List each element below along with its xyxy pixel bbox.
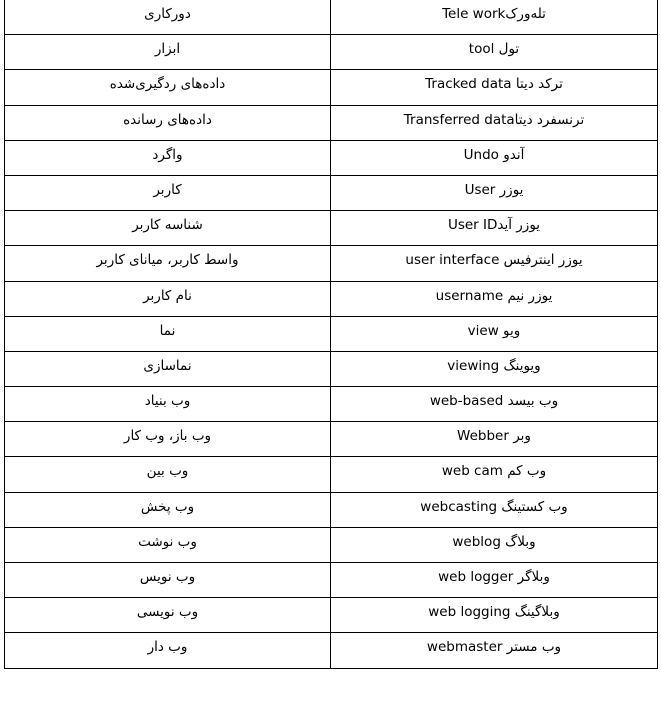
term-text: وب بیسد web-based [429,393,559,410]
term-cell [331,246,658,281]
table-row [5,140,658,175]
table-row [5,563,658,598]
table-row [5,0,658,35]
persian-equivalent-text: وب بنیاد [144,393,191,410]
persian-equivalent-text: وب باز، وب کار [123,428,212,445]
term-cell [331,35,658,70]
persian-equivalent-cell [5,35,331,70]
persian-equivalent-cell [5,316,331,351]
table-row [5,211,658,246]
term-text: وب کم web cam [441,463,547,480]
term-cell [331,527,658,562]
persian-equivalent-text: واگرد [152,146,183,163]
persian-equivalent-text: نماسازی [143,357,192,374]
persian-equivalent-text: وب نویس [139,569,196,585]
term-text: تله‌ورکTele work [442,6,546,22]
persian-equivalent-cell [5,140,331,175]
term-text: تول tool [468,41,520,58]
persian-equivalent-text: کاربر [153,181,182,198]
table-row [5,316,658,351]
term-text: ترکد دیتا Tracked data [425,76,563,93]
term-cell [331,316,658,351]
persian-equivalent-text: وب پخش [140,498,195,515]
term-cell [331,351,658,386]
term-cell [331,0,658,35]
term-cell [331,140,658,175]
persian-equivalent-cell [5,0,331,35]
persian-equivalent-cell [5,281,331,316]
term-text: ویو view [467,322,521,339]
term-cell [331,175,658,210]
glossary-body [5,0,658,668]
term-cell [331,492,658,527]
table-row [5,246,658,281]
persian-equivalent-cell [5,457,331,492]
term-text: وب مستر webmaster [426,639,562,656]
persian-equivalent-cell [5,211,331,246]
persian-equivalent-cell [5,633,331,668]
term-text: یوزر نیم username [435,287,553,304]
term-text: وبلاگر web logger [438,569,550,585]
persian-equivalent-cell [5,563,331,598]
persian-equivalent-text: داده‌های رسانده [123,111,212,128]
persian-equivalent-text: واسط کاربر، میانای کاربر [96,252,239,269]
table-row [5,281,658,316]
term-text: آندو Undo [463,146,525,163]
term-text: ویوینگ viewing [447,357,541,374]
table-row [5,598,658,633]
term-text: یوزر User [464,181,524,198]
table-row [5,175,658,210]
persian-equivalent-cell [5,105,331,140]
persian-equivalent-cell [5,598,331,633]
term-cell [331,70,658,105]
term-text: وبر Webber [457,428,531,445]
term-cell [331,422,658,457]
persian-equivalent-cell [5,351,331,386]
term-text: یوزر آیدUser ID [447,217,541,234]
term-text: وب کستینگ webcasting [420,498,568,515]
persian-equivalent-text: وب دار [147,639,188,656]
persian-equivalent-text: وب نویسی [136,604,199,621]
persian-equivalent-cell [5,175,331,210]
persian-equivalent-cell [5,70,331,105]
table-row [5,527,658,562]
term-cell [331,457,658,492]
term-cell [331,105,658,140]
table-row [5,633,658,668]
table-row [5,351,658,386]
table-row [5,70,658,105]
term-cell [331,211,658,246]
table-row [5,492,658,527]
term-cell [331,563,658,598]
term-cell [331,633,658,668]
persian-equivalent-cell [5,492,331,527]
persian-equivalent-cell [5,246,331,281]
persian-equivalent-cell [5,387,331,422]
persian-equivalent-cell [5,527,331,562]
persian-equivalent-text: وب بین [146,463,189,480]
persian-equivalent-cell [5,422,331,457]
table-row [5,457,658,492]
table-row [5,387,658,422]
term-cell [331,387,658,422]
table-row [5,105,658,140]
glossary-table [4,0,658,669]
term-text: وبلاگ weblog [452,533,536,550]
table-row [5,422,658,457]
persian-equivalent-text: نما [159,322,176,339]
term-cell [331,281,658,316]
table-row [5,35,658,70]
term-text: ترنسفرد دیتاTransferred data [403,111,585,128]
persian-equivalent-text: ابزار [154,41,181,58]
persian-equivalent-text: وب نوشت [138,533,197,550]
persian-equivalent-text: داده‌های ردگیری‌شده [109,76,226,93]
persian-equivalent-text: شناسه کاربر [132,217,203,234]
persian-equivalent-text: نام کاربر [143,287,192,304]
term-text: یوزر اینترفیس user interface [405,252,583,269]
term-cell [331,598,658,633]
persian-equivalent-text: دورکاری [144,6,191,22]
term-text: وبلاگینگ web logging [428,604,560,621]
